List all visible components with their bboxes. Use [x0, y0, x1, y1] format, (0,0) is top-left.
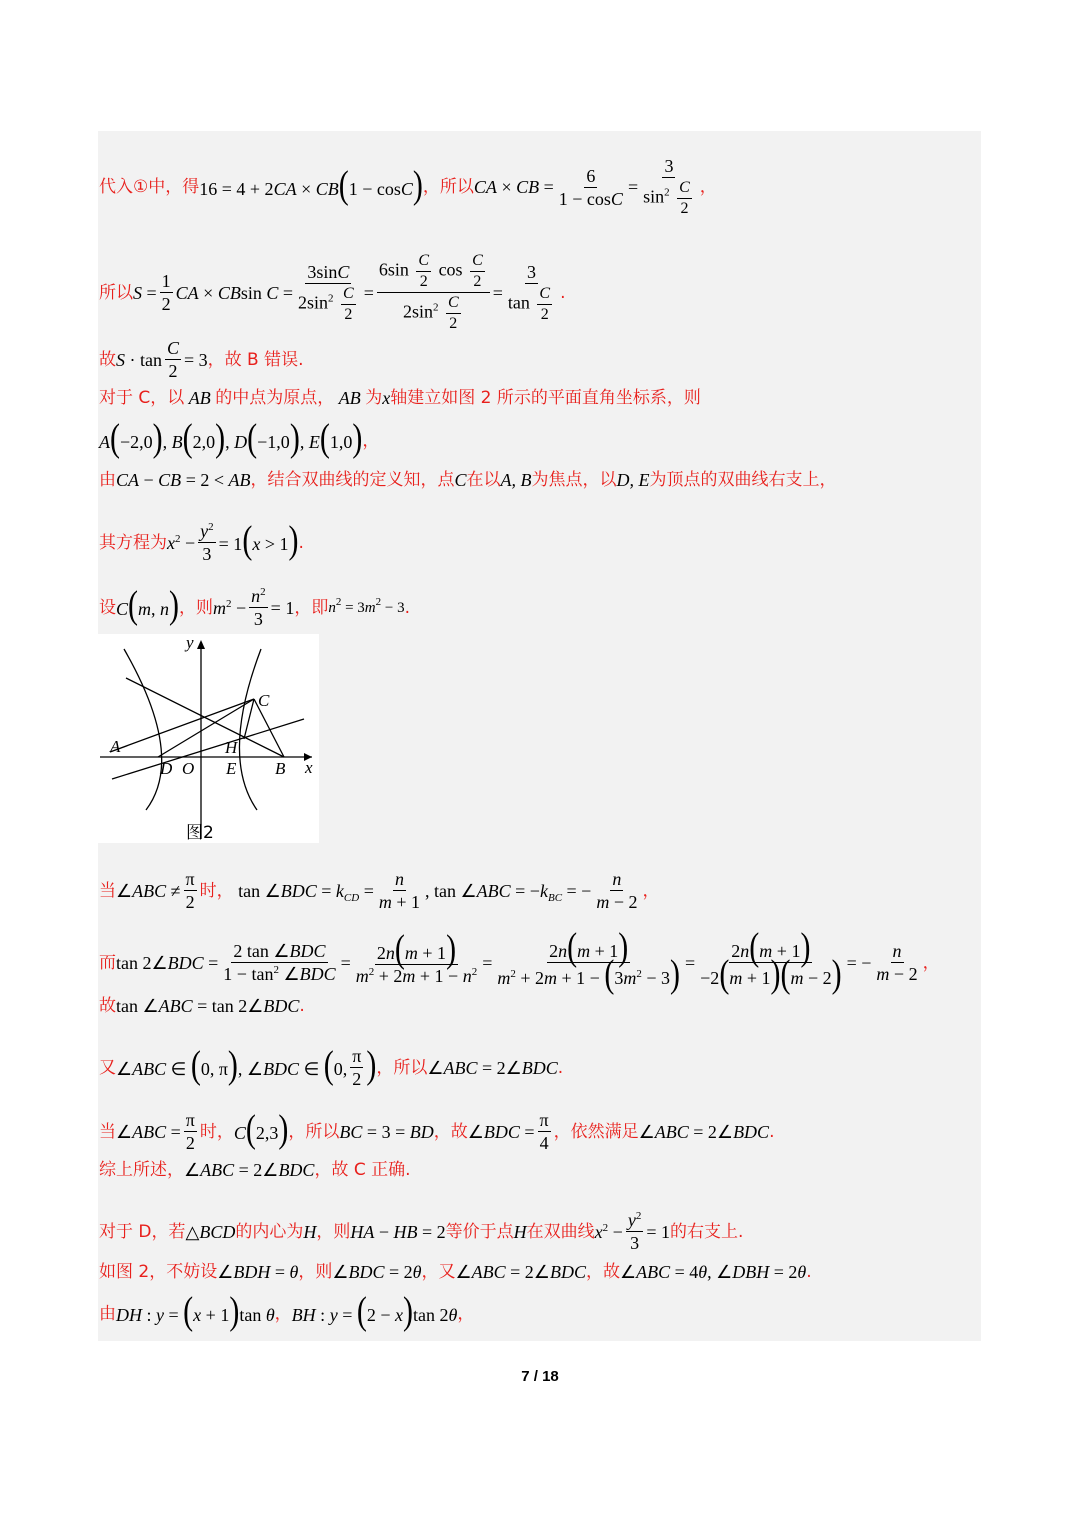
line-16: 如图 2，不妨设 ∠BDH = θ ，则 ∠BDC = 2θ ，又 ∠ABC = 2∠BDC ，故 ∠ABC = 4θ, ∠DBH = 2θ . — [99, 1262, 812, 1282]
line-BH — [126, 678, 284, 757]
left-branch — [124, 649, 162, 810]
label-A: A — [110, 737, 121, 756]
line-5: A(−2,0), B(2,0), D(−1,0), E(1,0) ， — [99, 416, 380, 460]
line-HC — [244, 699, 254, 739]
line-17: 由 DH : y = (x + 1)tan θ ， BH : y = (2 − x)tan 2θ ， — [99, 1289, 475, 1333]
hyperbola-diagram — [98, 634, 319, 843]
label-O: O — [182, 759, 195, 778]
y-axis-arrow — [197, 640, 205, 649]
line-10: 而 tan 2∠BDC = 2 tan ∠BDC $1 - \tan^2$ ∠BDC = $\frac{2n(m + 1)}{m^2 + 2m + 1 - n^2}$ = $\frac{2n(m + 1)}{m^2 + 2m + 1 - (3m^2 - 3)}$ = $\frac{2n(m + 1)}{-2(m + 1)(m - 2)}$ = − $\frac{n}{m - 2}$ ， — [99, 925, 940, 996]
figure-2 — [98, 634, 319, 843]
line-12: 又 ∠ABC ∈ (0, π), ∠BDC ∈ (0, π 2 ) ，所以 ∠ABC = 2∠BDC . — [99, 1043, 564, 1089]
line-7: 其方程为 $x^2$ − $\frac{y^2}{3}$ = 1(x > 1) . — [99, 518, 304, 564]
label-y: y — [186, 634, 194, 652]
line-13: 当 ∠ABC = $\frac{\pi}{2}$ 时， C(2,3) ，所以 BC = 3 = BD ，故 ∠BDC = $\frac{\pi}{4}$ ，依然满足 ∠ABC = 2∠BDC . — [99, 1107, 775, 1153]
line-8: 设 C(m, n) ，则 $m^2$ − $\frac{n^2}{3}$ = 1 ，即 $n^2 = 3m^2 - 3$ . — [99, 583, 411, 629]
line-9: 当 ∠ABC ≠ π 2 时， tan ∠BDC = $k_{CD}$ = $\frac{n}{m + 1}$ , tan ∠ABC = $-k_{BC}$ = − $\frac{n}{m - 2}$ ， — [99, 869, 660, 912]
label-D: D — [160, 759, 173, 778]
line-4: 对于 C，以 AB 的中点为原点， AB 为 x 轴建立如图 2 所示的平面直角坐标系，则 — [99, 388, 701, 408]
figure-caption: 图2 — [186, 823, 214, 843]
line-3: 故 S · tan $\frac{C}{2}$ = 3 ，故 B 错误. — [99, 338, 304, 381]
page-number: 7 / 18 — [521, 1368, 559, 1385]
label-B: B — [275, 759, 286, 778]
right-branch — [239, 649, 261, 810]
line-2: 所以 S = $\frac{1}{2}$ CA × CBsin C = 3sinC $2\sin^2$ $\frac{C}{2}$ = 6sin $\frac{C}{2}$ cos $\frac{C}{2}$ $2\sin^2$ $\frac{C}{2}$ = 3 tan $\frac{C}{2}$ . — [99, 252, 566, 332]
label-E: E — [226, 759, 237, 778]
line-14: 综上所述， ∠ABC = 2∠BDC ，故 C 正确. — [99, 1160, 411, 1180]
line-1: 代入①中，得 16 = 4 + 2CA × CB(1 − cosC) ，所以 CA × CB = $\frac{6}{1 - \cos C}$ = 3 $\sin^2$ $\frac{C}{2}$ ， — [99, 156, 717, 217]
label-C: C — [258, 691, 270, 710]
line-15: 对于 D，若 △BCD 的内心为 H ，则 HA − HB = 2 等价于点 H 在双曲线 $x^2$ − $\frac{y^2}{3}$ = 1 的右支上. — [99, 1210, 744, 1253]
line-6: 由 CA − CB = 2 < AB ，结合双曲线的定义知，点 C 在以 A, B 为焦点，以 D, E 为顶点的双曲线右支上， — [99, 470, 837, 490]
label-H: H — [225, 738, 238, 757]
label-x: x — [305, 758, 313, 777]
line-11: 故 tan ∠ABC = tan 2∠BDC . — [99, 996, 305, 1016]
